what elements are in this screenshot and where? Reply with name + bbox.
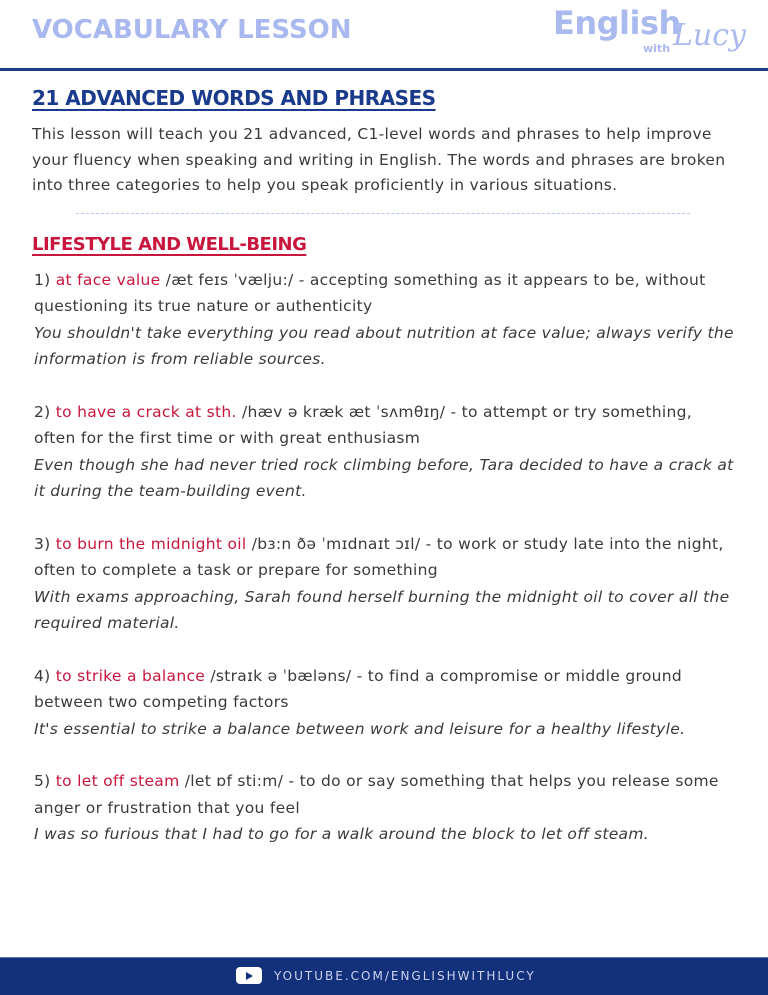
entry-ipa: /hæv ə kræk æt ˈsʌmθɪŋ/	[241, 402, 446, 421]
intro-paragraph: This lesson will teach you 21 advanced, C1-level words and phrases to help improve your fluency when speaking and writing in English. The words and phrases are broken into three categories to help you speak proficiently in various situations.	[32, 125, 726, 194]
entry-number: 4)	[34, 666, 51, 685]
youtube-link-text[interactable]: YOUTUBE.COM/ENGLISHWITHLUCY	[274, 968, 536, 983]
entry-example: With exams approaching, Sarah found herself burning the midnight oil to cover all the required material.	[34, 587, 730, 632]
entry-ipa: /straɪk ə ˈbæləns/	[210, 666, 352, 685]
entry-definition: - accepting something as it appears to be, without questioning its true nature or authenticity	[34, 270, 706, 315]
entry-term: to burn the midnight oil	[55, 534, 247, 553]
entry-ipa: /bɜ:n ðə ˈmɪdnaɪt ɔɪl/	[251, 534, 421, 553]
entry-example: Even though she had never tried rock climbing before, Tara decided to have a crack at it during the team-building event.	[34, 455, 734, 500]
header-divider	[0, 68, 768, 71]
entry-example: You shouldn't take everything you read about nutrition at face value; always verify the information is from reliable sources.	[34, 323, 734, 368]
vocab-entry	[34, 663, 736, 743]
entry-number: 5)	[34, 772, 51, 790]
entry-term: at face value	[55, 270, 161, 289]
youtube-link[interactable]	[236, 967, 536, 984]
english-with-lucy-logo	[553, 4, 746, 64]
entry-example: I was so furious that I had to go for a walk around the block to let off steam.	[34, 825, 649, 843]
entry-number: 2)	[34, 402, 51, 421]
header-title: VOCABULARY LESSON	[32, 15, 352, 45]
page-header	[0, 0, 768, 68]
entry-term: to let off steam	[55, 772, 180, 790]
vocab-entry	[34, 768, 736, 848]
category-title: LIFESTYLE AND WELL-BEING	[32, 233, 307, 255]
entry-definition: - to work or study late into the night, often to complete a task or prepare for something	[34, 534, 724, 579]
entry-term: to have a crack at sth.	[55, 402, 237, 421]
vocab-entry	[34, 531, 736, 637]
vocab-entry	[34, 267, 736, 373]
section-title: 21 ADVANCED WORDS AND PHRASES	[32, 86, 436, 110]
page-footer	[0, 957, 768, 995]
logo-lucy-text: Lucy	[673, 18, 746, 53]
entry-definition: - to do or say something that helps you release some anger or frustration that you feel	[34, 772, 719, 817]
lesson-content	[32, 86, 736, 848]
entry-number: 1)	[34, 270, 51, 289]
entry-term: to strike a balance	[55, 666, 206, 685]
dotted-divider	[76, 213, 690, 214]
vocab-entry	[34, 399, 736, 505]
logo-with-text: with	[643, 42, 671, 55]
youtube-icon	[236, 967, 262, 984]
entry-number: 3)	[34, 534, 51, 553]
logo-english-text: English	[553, 4, 681, 42]
entry-ipa: /let ɒf sti:m/	[184, 772, 284, 790]
entry-definition: - to attempt or try something, often for the first time or with great enthusiasm	[34, 402, 693, 447]
entry-ipa: /æt feɪs ˈvælju:/	[165, 270, 294, 289]
entry-definition: - to find a compromise or middle ground between two competing factors	[34, 666, 683, 711]
entry-example: It's essential to strike a balance between work and leisure for a healthy lifestyle.	[34, 719, 686, 738]
